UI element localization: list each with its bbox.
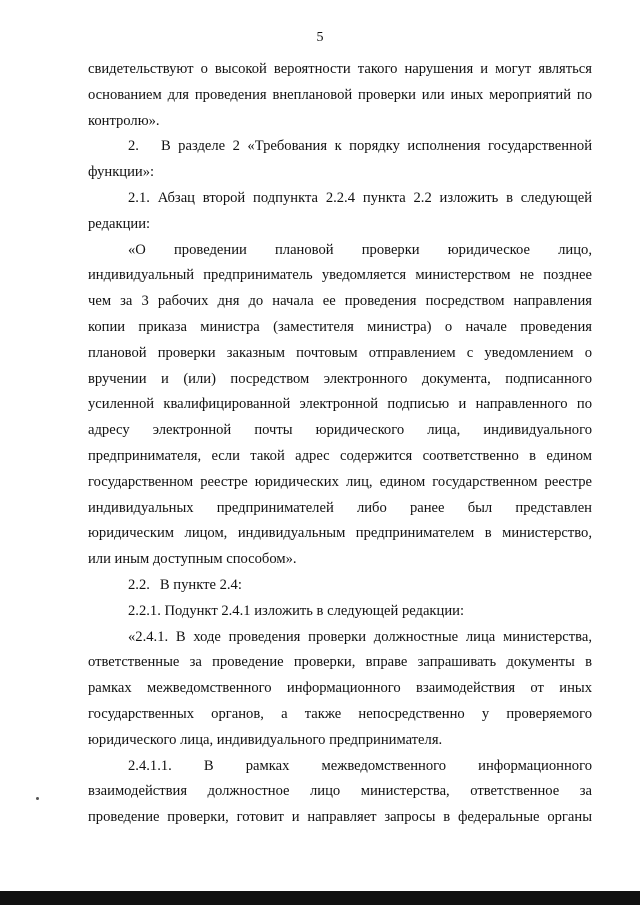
scan-bottom-edge [0, 891, 640, 905]
text-line: редакции: [88, 215, 151, 232]
text-line: 2.2.1. Подункт 2.4.1 изложить в следующей редакции: [128, 602, 464, 619]
text-line: чем за 3 рабочих дня до начала ее проведения посредством направления [88, 293, 592, 310]
paragraph-item-2-2-1 [88, 599, 592, 625]
text-line [88, 573, 592, 599]
text-line: 2.1. Абзац второй подпункта 2.2.4 пункта 2.2 изложить в следующей [128, 189, 592, 206]
text-line: индивидуальных предпринимателей либо ранее был представлен [88, 499, 592, 516]
document-body [88, 57, 592, 831]
text-fragment: В разделе 2 «Требования к порядку исполнения государственной [160, 138, 592, 155]
text-line: или иным доступным способом». [88, 551, 297, 568]
text-line: взаимодействия должностное лицо министерства, ответственное за [88, 783, 592, 800]
text-line: плановой проверки заказным почтовым отправлением с уведомлением о [88, 344, 592, 361]
scan-speck [36, 797, 39, 800]
text-line: государственном реестре юридических лиц, едином государственном реестре [88, 473, 592, 490]
text-line: основанием для проведения внеплановой проверки или иных мероприятий по [88, 86, 592, 103]
text-line: вручении и (или) посредством электронного документа, подписанного [88, 370, 592, 387]
text-line: контролю». [88, 112, 160, 129]
paragraph-quote-planned-inspection [88, 238, 592, 573]
text-line: свидетельствуют о высокой вероятности такого нарушения и могут являться [88, 61, 592, 77]
text-line: государственных органов, а также непосредственно у проверяемого [88, 705, 592, 722]
text-line: «2.4.1. В ходе проведения проверки должностные лица министерства, [128, 628, 592, 645]
text-line: рамках межведомственного информационного взаимодействия от иных [88, 680, 592, 697]
text-line: «О проведении плановой проверки юридическое лицо, [128, 241, 592, 258]
text-line: ответственные за проведение проверки, вправе запрашивать документы в [88, 654, 592, 671]
item-number: 2. [128, 138, 139, 155]
paragraph-section-2 [88, 134, 592, 186]
paragraph-continuation [88, 57, 592, 134]
text-line: усиленной квалифицированной электронной подписью и направленного по [88, 396, 592, 413]
text-line: проведение проверки, готовит и направляет запросы в федеральные органы [88, 809, 592, 826]
text-fragment: В пункте 2.4: [159, 576, 242, 593]
text-line: адресу электронной почты юридического лица, индивидуального [88, 422, 592, 439]
text-line: копии приказа министра (заместителя министра) о начале проведения [88, 318, 592, 335]
paragraph-quote-2-4-1 [88, 625, 592, 754]
text-line: предпринимателя, если такой адрес содержится соответственно в едином [88, 447, 592, 464]
page-number: 5 [316, 30, 324, 45]
text-line [88, 134, 592, 160]
paragraph-item-2-2 [88, 573, 592, 599]
text-line: функции»: [88, 164, 155, 181]
paragraph-item-2-1 [88, 186, 592, 238]
text-line: индивидуальный предприниматель уведомляется министерством не позднее [88, 267, 592, 284]
text-line: юридическим лицом, индивидуальным предпринимателем в министерство, [88, 525, 592, 542]
text-line: 2.4.1.1. В рамках межведомственного информационного [128, 757, 592, 774]
item-number: 2.2. [128, 576, 150, 593]
paragraph-item-2-4-1-1 [88, 754, 592, 831]
text-line: юридического лица, индивидуального предпринимателя. [88, 731, 443, 748]
